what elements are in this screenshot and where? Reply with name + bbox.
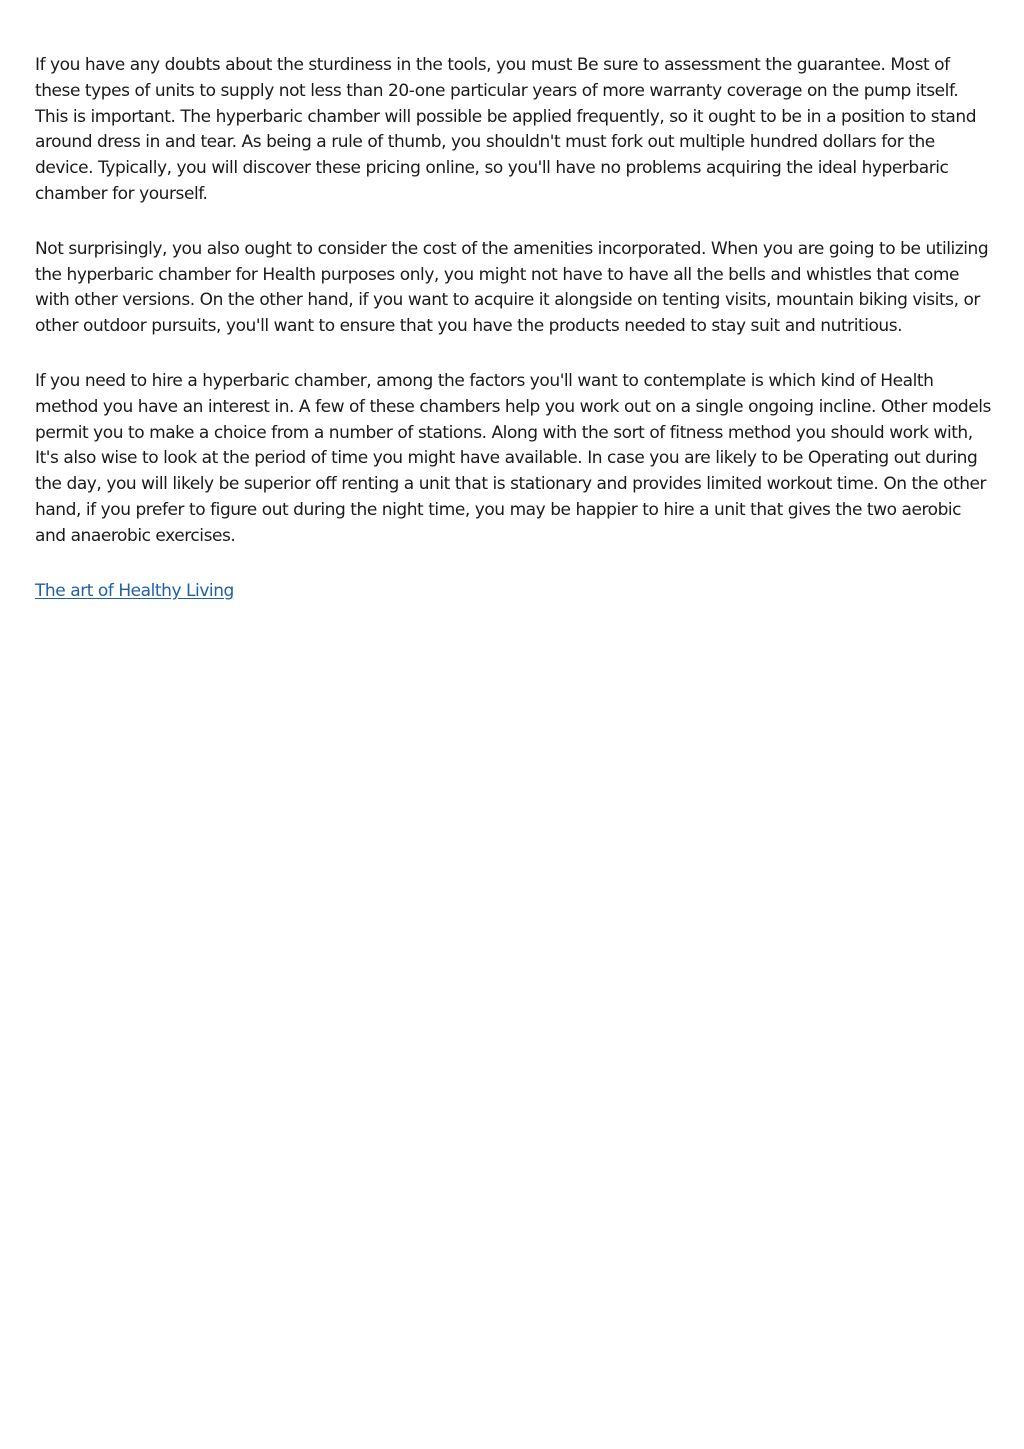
healthy-living-link[interactable]: The art of Healthy Living [35, 580, 234, 601]
link-paragraph [35, 579, 993, 605]
paragraph-amenities: Not surprisingly, you also ought to consider the cost of the amenities incorporated. When you are going to be utilizing the hyperbaric chamber for Health purposes only, you might not have to have all the bells and whistles that come with other versions. On the other hand, if you want to acquire it alongside on tenting visits, mountain biking visits, or other outdoor pursuits, you'll want to ensure that you have the products needed to stay suit and nutritious. [35, 238, 989, 337]
paragraph-fitness-method: If you need to hire a hyperbaric chamber, among the factors you'll want to contemplate is which kind of Health method you have an interest in. A few of these chambers help you work out on a single ongoing incline. Other models permit you to make a choice from a number of stations. Along with the sort of fitness method you should work with, It's also wise to look at the period of time you might have available. In case you are likely to be Operating out during the day, you will likely be superior off renting a unit that is stationary and provides limited workout time. On the other hand, if you prefer to figure out during the night time, you may be happier to hire a unit that gives the two aerobic and anaerobic exercises. [35, 370, 991, 546]
paragraph-warranty: If you have any doubts about the sturdiness in the tools, you must Be sure to assessment the guarantee. Most of these types of units to supply not less than 20-one particular years of more warranty coverage on the pump itself. This is important. The hyperbaric chamber will possible be applied frequently, so it ought to be in a position to stand around dress in and tear. As being a rule of thumb, you shouldn't must fork out multiple hundred dollars for the device. Typically, you will discover these pricing online, so you'll have no problems acquiring the ideal hyperbaric chamber for yourself. [35, 55, 977, 204]
document-body [35, 53, 993, 633]
